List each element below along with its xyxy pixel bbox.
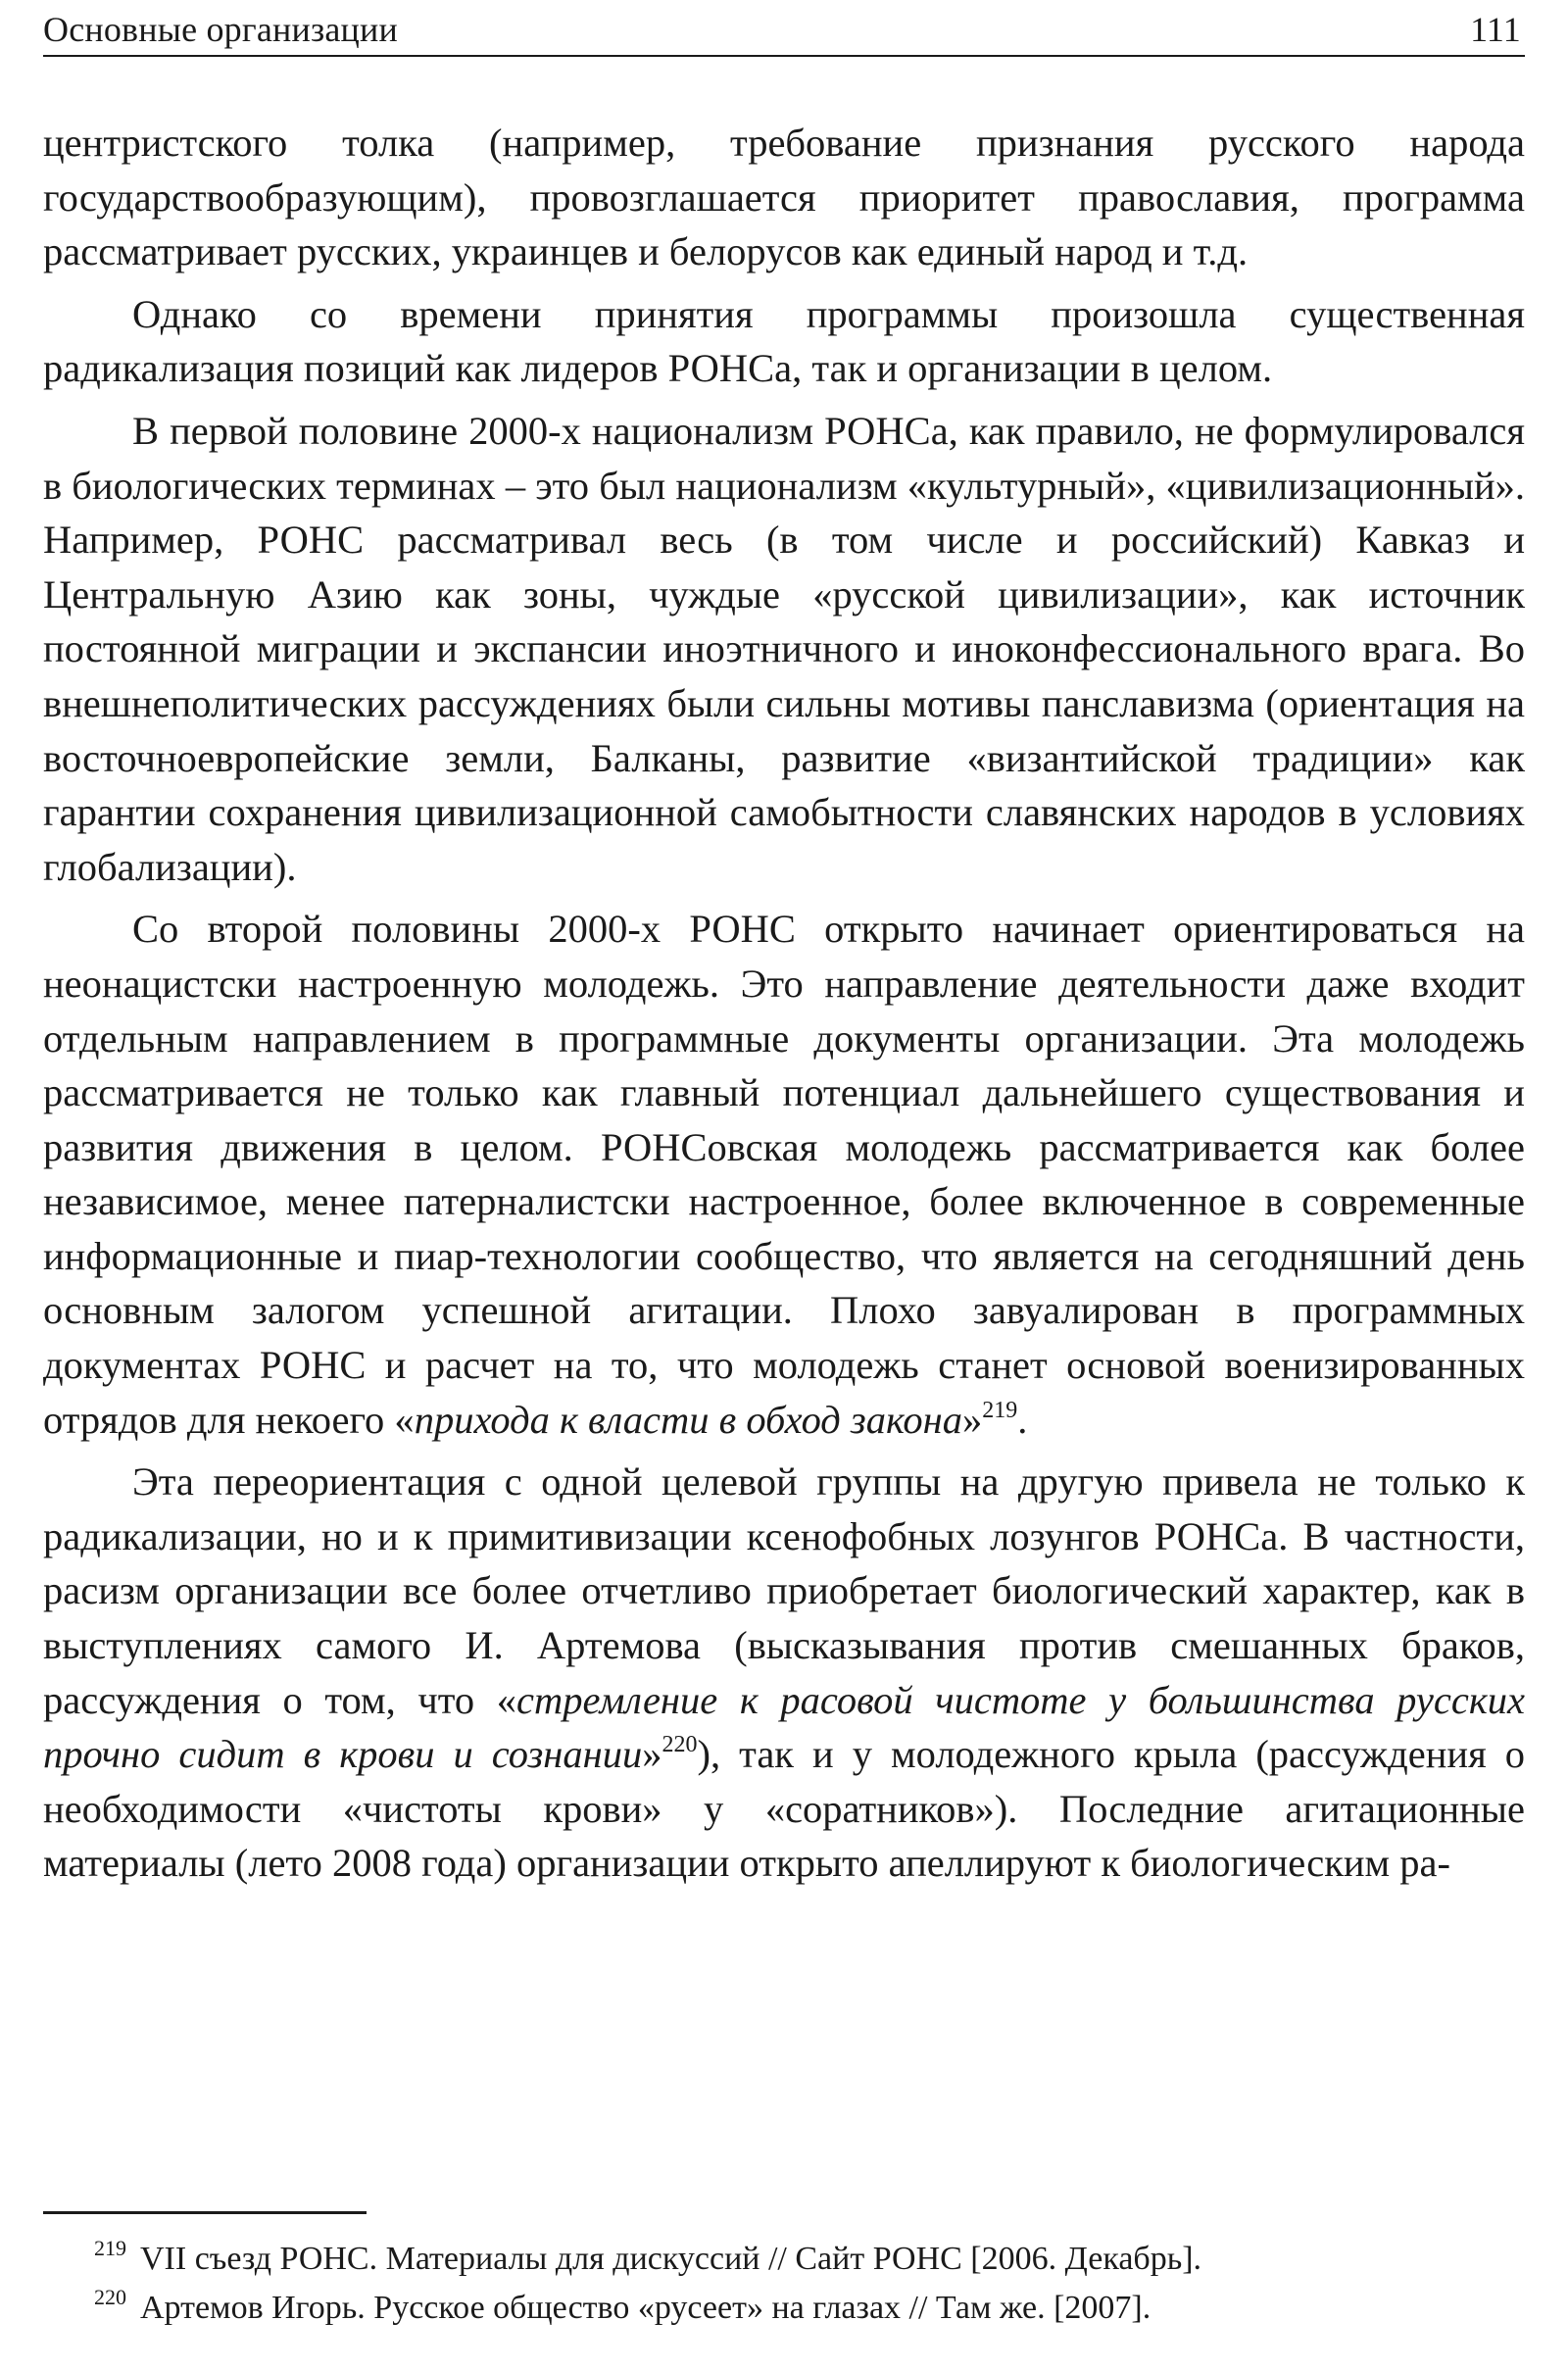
quote-close: » (961, 1397, 983, 1442)
footnote-ref[interactable]: 220 (662, 1732, 698, 1758)
footnote-text: Артемов Игорь. Русское общество «русеет» на глазах // Там же. [2007]. (140, 2290, 1152, 2326)
footnote-ref[interactable]: 219 (982, 1397, 1018, 1423)
paragraph (43, 1455, 1525, 1891)
italic-quote: стремление к расовой чистоте у большинства русских прочно сидит в крови и сознании (43, 1677, 1525, 1777)
running-header (43, 8, 1525, 57)
page-number: 111 (1470, 10, 1521, 49)
quote-close: » (642, 1732, 662, 1777)
footnote (94, 2235, 1525, 2284)
running-title: Основные организации (43, 10, 398, 49)
paragraph-text: Со второй половины 2000-х РОНС открыто начинает ориентироваться на неонацистски настроенную молодежь. Это направление деятельности даже входит отдельным направлением в программные документы организации. Эта молодежь рассматривается не только как главный потенциал дальнейшего существования и развития движения в целом. РОНСовская молодежь рассматривается как более независимое, менее патерналистски настроенное, более включенное в современные информационные и пиар-технологии сообщество, что является на сегодняшний день основным залогом успешной агитации. Плохо завуалирован в программных документах РОНС и расчет на то, что молодежь станет основой военизированных отрядов для некоего « (43, 907, 1525, 1442)
footnote-text: VII съезд РОНС. Материалы для дискуссий // Сайт РОНС [2006. Декабрь]. (140, 2241, 1202, 2277)
footnote (94, 2284, 1525, 2333)
footnote-number: 219 (94, 2236, 126, 2260)
paragraph: Однако со времени принятия программы произошла существенная радикализация позиций как лидеров РОНСа, так и организации в целом. (43, 291, 1525, 391)
paragraph: В первой половине 2000-х национализм РОНСа, как правило, не формулировался в биологических терминах – это был национализм «культурный», «цивилизационный». Например, РОНС рассматривал весь (в том числе и российский) Кавказ и Центральную Азию как зоны, чуждые «русской цивилизации», как источник постоянной миграции и экспансии иноэтничного и иноконфессионального врага. Во внешнеполитических рассуждениях были сильны мотивы панславизма (ориентация на восточноевропейские земли, Балканы, развитие «византийской традиции» как гарантии сохранения цивилизационной самобытности славянских народов в условиях глобализации). (43, 408, 1525, 889)
paragraph (43, 902, 1525, 1447)
footnotes (94, 2235, 1525, 2333)
paragraph-text: Эта переориентация с одной целевой группы на другую привела не только к радикализации, но и к примитивизации ксенофобных лозунгов РОНСа. В частности, расизм организации все более отчетливо приобретает биологический характер, как в выступлениях самого И. Артемова (высказывания против смешанных браков, рассуждения о том, что « (43, 1459, 1525, 1722)
paragraph-end: ), так и у молодежного крыла (рассуждения о необходимости «чистоты крови» у «соратников»). Последние агитационные материалы (лето 2008 года) организации открыто апеллируют к биологическим ра- (43, 1732, 1525, 1886)
footnote-divider (43, 2211, 367, 2214)
footnote-number: 220 (94, 2285, 126, 2309)
italic-quote: прихода к власти в обход закона (414, 1397, 962, 1442)
paragraph-end: . (1017, 1397, 1028, 1442)
paragraph-continued: центристского толка (например, требование признания русского народа государствообразующим), провозглашается приоритет православия, программа рассматривает русских, украинцев и белорусов как единый народ и т.д. (43, 121, 1525, 274)
main-text (43, 116, 1525, 1891)
book-page (43, 0, 1525, 2370)
